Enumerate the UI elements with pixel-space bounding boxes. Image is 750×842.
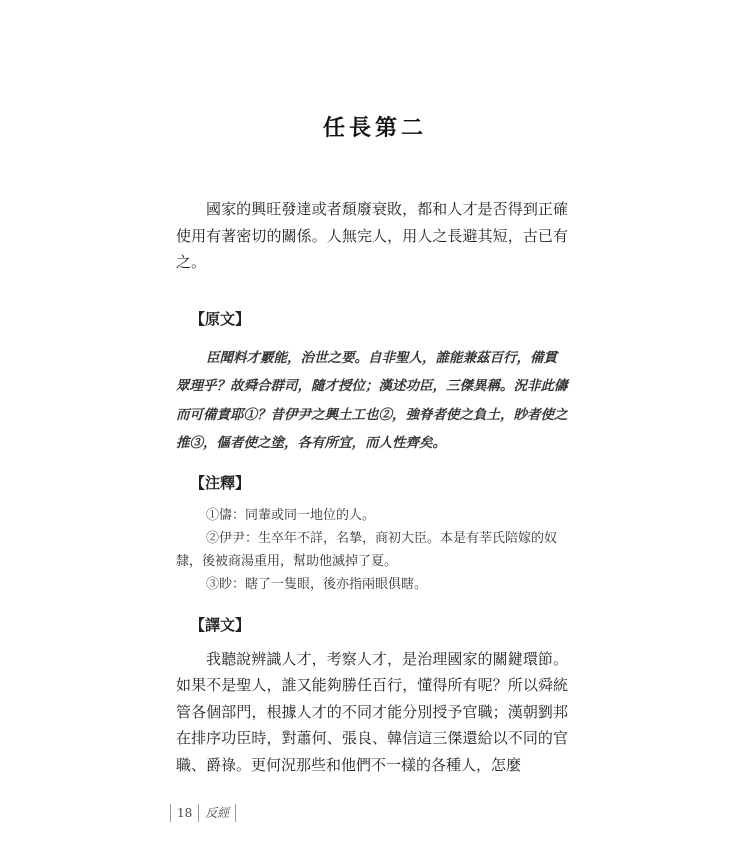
note-item: ①儔：同輩或同一地位的人。: [206, 507, 376, 523]
note-item: ②伊尹：生卒年不詳，名摯，商初大臣。本是有莘氏陪嫁的奴隸，後被商湯重用，幫助他滅掉了夏。: [176, 530, 558, 569]
intro-paragraph: 國家的興旺發達或者頹廢衰敗，都和人才是否得到正確使用有著密切的關係。人無完人，用人之長避其短，古已有之。: [176, 200, 568, 271]
book-page: [176, 0, 568, 842]
notes-list: [176, 504, 568, 596]
page-footer: [170, 804, 568, 822]
original-text: 臣聞料才覈能，治世之要。自非聖人，誰能兼茲百行，備貫眾理乎？故舜合群司，隨才授位；漢述功臣，三傑異稱。況非此儔而可備責耶①？昔伊尹之興土工也②，強脊者使之負土，眇者使之推③，傴者使之塗，各有所宜，而人性齊矣。: [176, 349, 568, 451]
page-title: 任長第二: [322, 116, 427, 141]
book-title: 反經: [199, 804, 236, 822]
notes-heading: 【注釋】: [190, 473, 251, 492]
translation-heading: 【譯文】: [190, 615, 251, 634]
note-item: ③眇：瞎了一隻眼，後亦指兩眼俱瞎。: [206, 576, 428, 592]
translation-text: 我聽說辨識人才，考察人才，是治理國家的關鍵環節。如果不是聖人，誰又能夠勝任百行，懂得所有呢？所以舜統管各個部門，根據人才的不同才能分別授予官職；漢朝劉邦在排序功臣時，對蕭何、張良、韓信這三傑還給以不同的官職、爵祿。更何況那些和他們不一樣的各種人，怎麼: [176, 649, 568, 774]
original-heading: 【原文】: [190, 309, 251, 328]
page-number: 18: [170, 804, 199, 822]
